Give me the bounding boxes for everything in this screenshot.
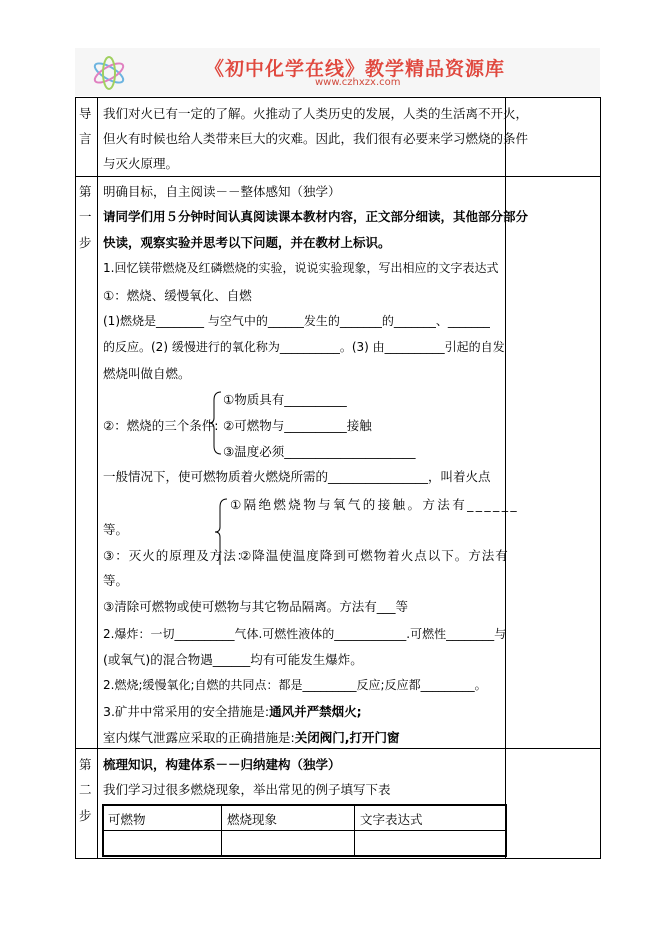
explosion-line: 2.爆炸：一切__________气体.可燃性液体的____________.可燃性________与: [103, 627, 507, 641]
row-label: 步: [79, 808, 92, 823]
question-line: 的反应。(2) 缓慢进行的氧化称为__________。(3) 由__________引起的自发: [103, 340, 505, 354]
condition-item: ①物质具有__________: [223, 392, 347, 407]
extinguish-item: ③清除可燃物或使可燃物与其它物品隔离。方法有___等: [103, 599, 408, 614]
intro-line: 我们对火已有一定的了解。火推动了人类历史的发展，人类的生活离不开火，: [103, 106, 529, 121]
safety-text: 室内煤气泄露应采取的正确措施是:: [103, 730, 295, 745]
safety-answer: 通风并严禁烟火;: [269, 704, 362, 719]
ignition-line: 一般情况下，使可燃物质着火燃烧所需的________________，叫着火点: [103, 469, 491, 484]
question-line: ①：燃烧、缓慢氧化、自燃: [103, 288, 252, 303]
step1-heading: 明确目标，自主阅读－－整体感知（独学）: [103, 184, 341, 199]
atom-logo-icon: [89, 54, 129, 92]
instruction-line: 快读，观察实验并思考以下问题，并在教材上标识。: [103, 235, 391, 250]
explosion-line: (或氧气)的混合物遇______均有可能发生爆炸。: [103, 652, 363, 667]
extinguish-etc: 等。: [103, 573, 129, 588]
conditions-label: ②：燃烧的三个条件:: [103, 418, 219, 433]
header-banner: [75, 48, 600, 96]
extinguish-item: ②降温使温度降到可燃物着火点以下。方法有: [240, 548, 509, 563]
row-label: 二: [79, 782, 92, 797]
row-label: 第: [79, 757, 92, 772]
table-header: 可燃物: [108, 812, 146, 827]
row-label: 言: [79, 131, 92, 146]
safety-line: [103, 702, 362, 720]
question-line: 1.回忆镁带燃烧及红磷燃烧的实验，说说实验现象，写出相应的文字表达式: [103, 261, 499, 275]
intro-line: 与灭火原理。: [103, 156, 179, 171]
step2-instruction: 我们学习过很多燃烧现象，举出常见的例子填写下表: [103, 782, 391, 797]
question-line: (1)燃烧是________ 与空气中的______发生的_______的_______、_______: [103, 314, 490, 328]
safety-text: 3.矿井中常采用的安全措施是:: [103, 704, 270, 719]
extinguish-item: ①隔绝燃烧物与氧气的接触。方法有______: [230, 497, 520, 512]
banner-url: www.czhxzx.com: [315, 77, 401, 88]
extinguish-label: ③：灭火的原理及方法：: [103, 548, 251, 563]
intro-line: 但火有时候也给人类带来巨大的灾难。因此，我们很有必要来学习燃烧的条件: [103, 131, 529, 146]
table-header: 燃烧现象: [227, 812, 278, 827]
condition-item: ③温度必须_____________________: [223, 444, 416, 459]
safety-answer: 关闭阀门,打开门窗: [294, 730, 400, 745]
row-label: 一: [79, 209, 92, 224]
banner-title: 《初中化学在线》教学精品资源库: [205, 58, 506, 80]
row-label: 导: [79, 106, 92, 121]
question-line: 燃烧叫做自燃。: [103, 366, 191, 381]
step2-heading: 梳理知识，构建体系－－归纳建构（独学）: [103, 757, 341, 772]
common-point-line: 2.燃烧;缓慢氧化;自燃的共同点：都是_________反应;反应都_________。: [103, 678, 487, 692]
row-label: 第: [79, 184, 92, 199]
condition-item: ②可燃物与__________接触: [223, 418, 372, 433]
safety-line: [103, 728, 399, 746]
table-header: 文字表达式: [360, 812, 423, 827]
extinguish-etc: 等。: [103, 522, 129, 537]
row-label: 步: [79, 235, 92, 250]
instruction-line: 请同学们用５分钟时间认真阅读课本教材内容，正文部分细读，其他部分部分: [103, 209, 529, 224]
